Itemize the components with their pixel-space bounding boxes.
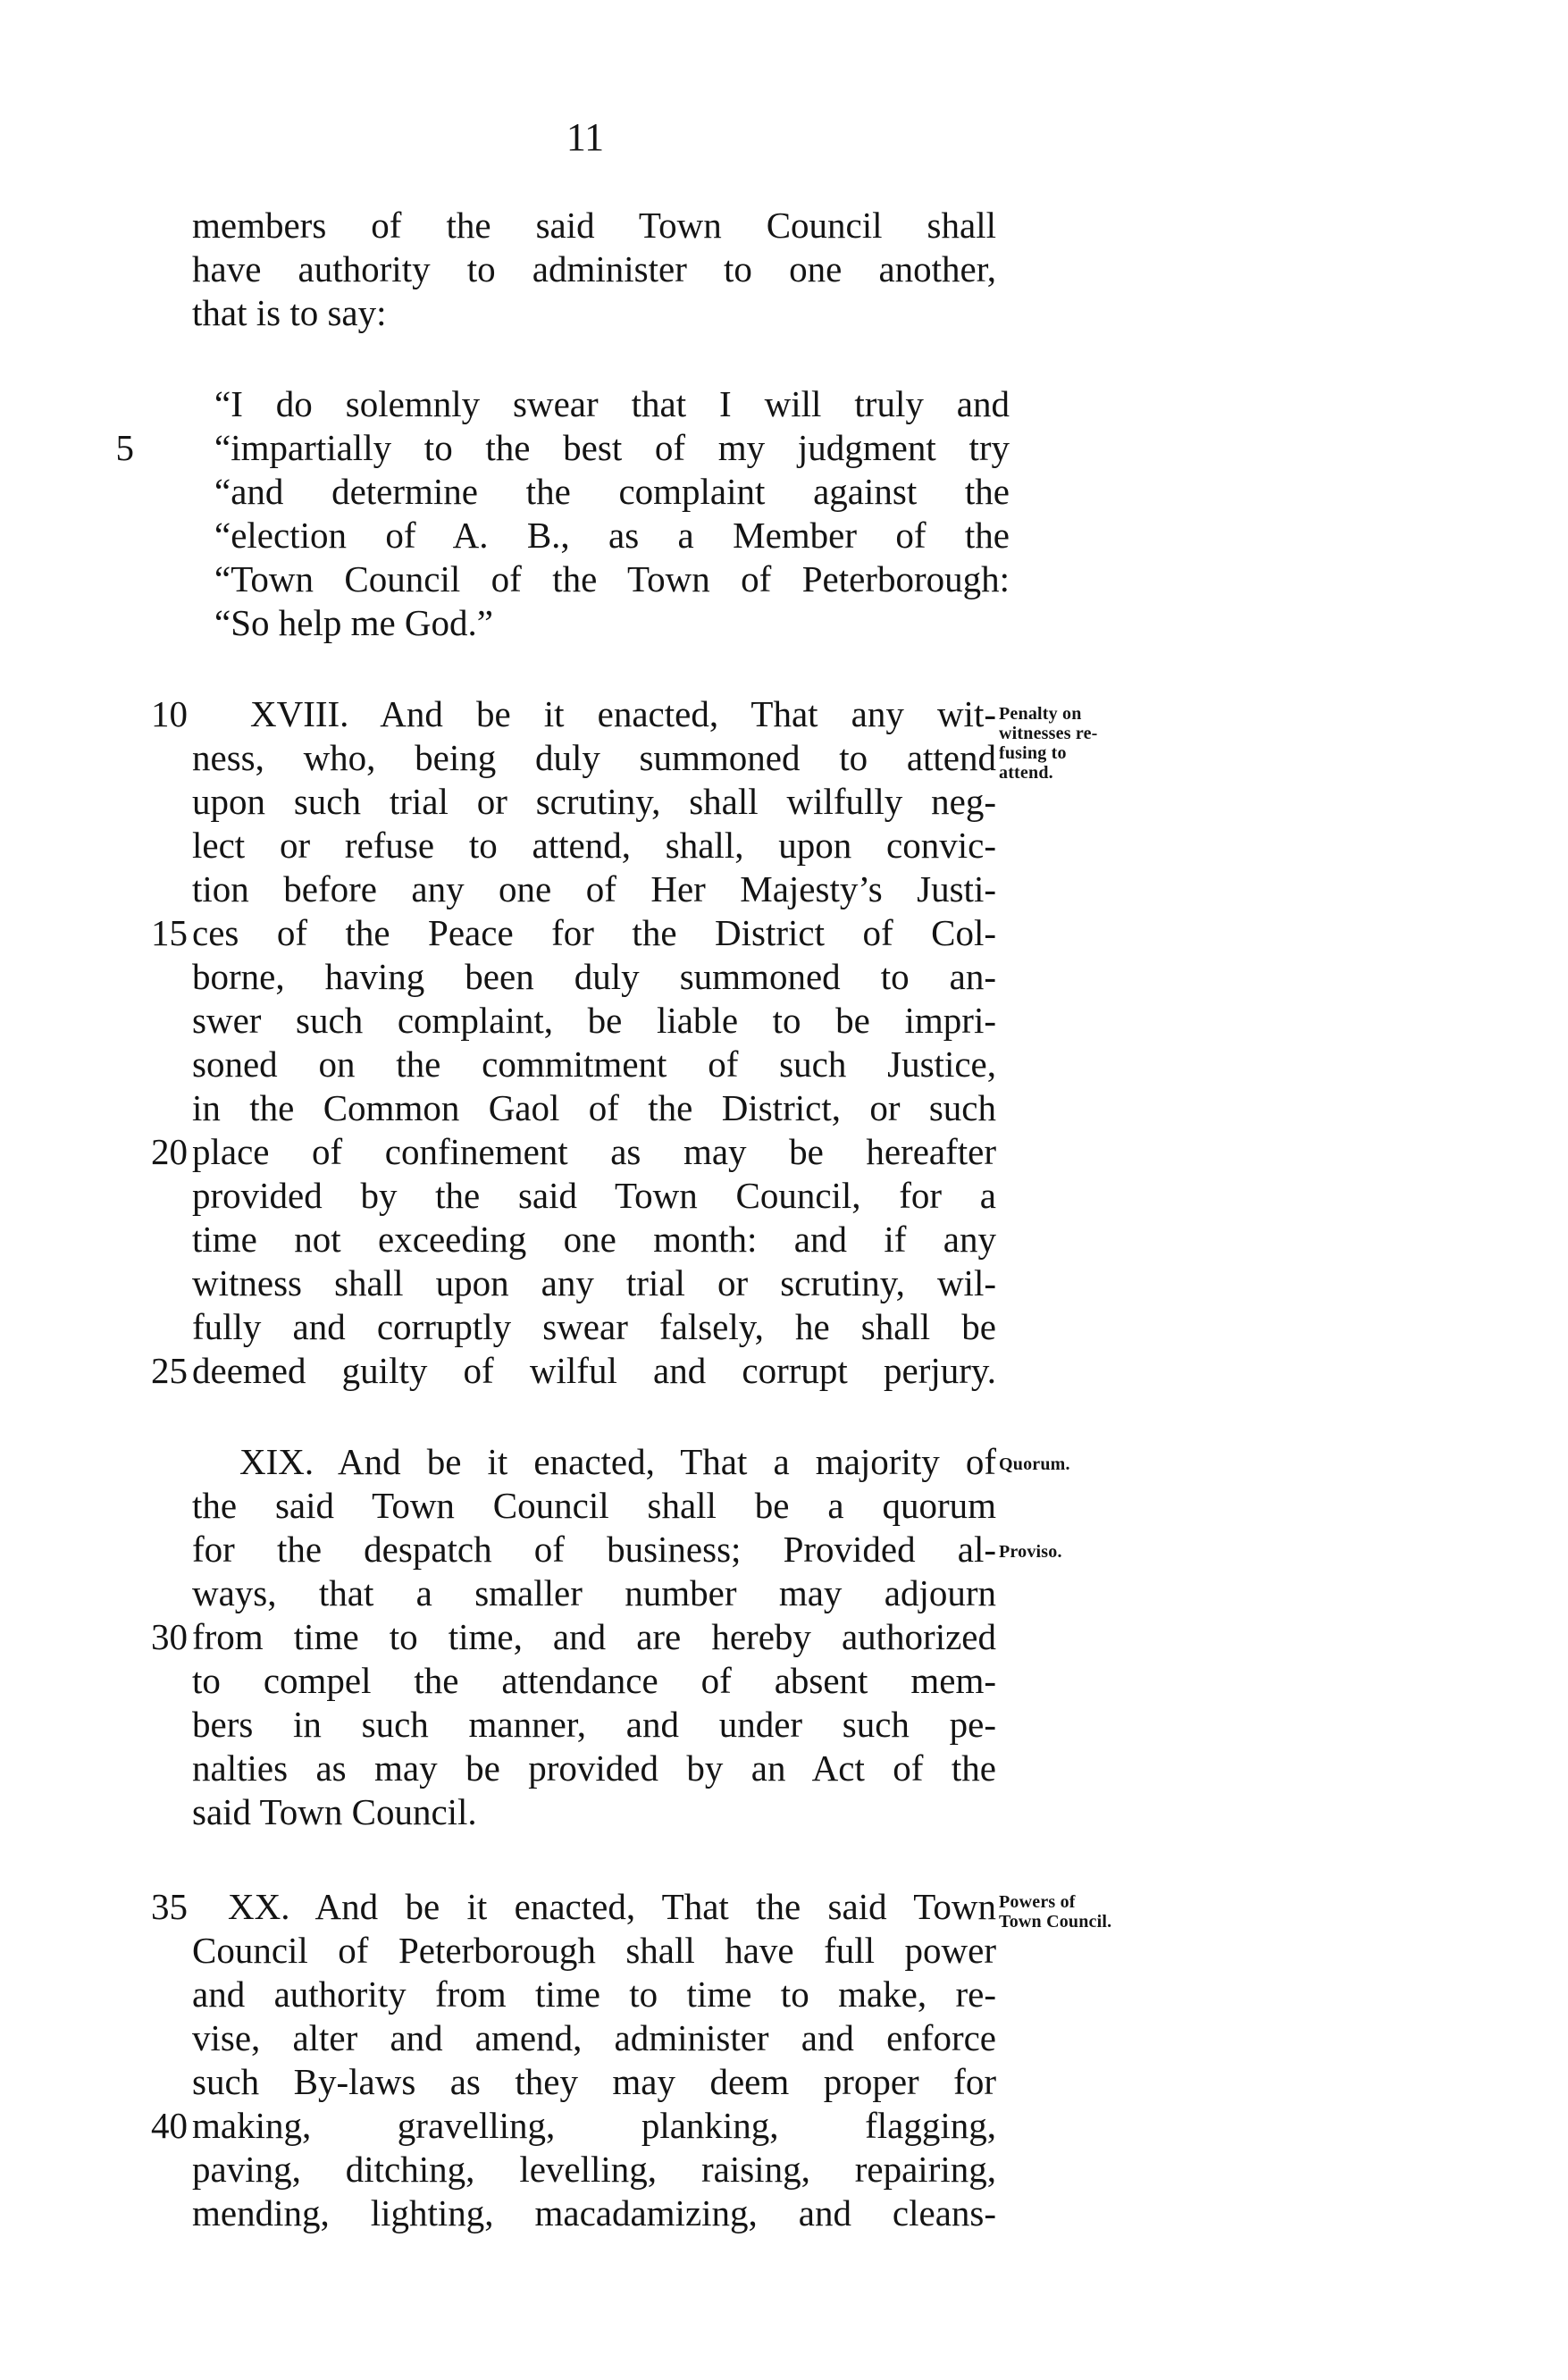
line-number: 35: [151, 1886, 188, 1927]
section-18-line: soned on the commitment of such Justice,: [192, 1043, 996, 1085]
section-18-line: tion before any one of Her Majesty’s Justi-: [192, 868, 996, 909]
section-20-line: such By-laws as they may deem proper for: [192, 2061, 996, 2102]
section-18-line: deemed guilty of wilful and corrupt perjury.: [192, 1350, 996, 1391]
section-20-line: XX. And be it enacted, That the said Town: [228, 1886, 996, 1927]
oath-line: “Town Council of the Town of Peterborough:: [214, 558, 1010, 599]
section-18-line: lect or refuse to attend, shall, upon convic-: [192, 825, 996, 866]
section-19-line: the said Town Council shall be a quorum: [192, 1485, 996, 1526]
section-18-line: XVIII. And be it enacted, That any wit-: [250, 693, 996, 734]
section-19-line: nalties as may be provided by an Act of the: [192, 1747, 996, 1789]
oath-line: “So help me God.”: [214, 602, 493, 643]
section-19-line: said Town Council.: [192, 1791, 477, 1832]
margin-note-penalty: Penalty on witnesses re- fusing to attend.: [999, 704, 1098, 783]
oath-line: “and determine the complaint against the: [214, 471, 1010, 512]
section-20-line: and authority from time to time to make, re-: [192, 1974, 996, 2015]
section-18-line: swer such complaint, be liable to be impri-: [192, 1000, 996, 1041]
text-line: that is to say:: [192, 292, 387, 333]
section-18-line: borne, having been duly summoned to an-: [192, 956, 996, 997]
section-18-line: ces of the Peace for the District of Col-: [192, 912, 996, 953]
line-number: 20: [151, 1131, 188, 1172]
section-19-line: from time to time, and are hereby authorized: [192, 1616, 996, 1657]
section-20-line: mending, lighting, macadamizing, and cleans-: [192, 2192, 996, 2233]
line-number: 40: [151, 2105, 188, 2146]
section-20-line: making, gravelling, planking, flagging,: [192, 2105, 996, 2146]
section-19-line: bers in such manner, and under such pe-: [192, 1704, 996, 1745]
section-19-line: for the despatch of business; Provided al-: [192, 1529, 996, 1570]
section-18-line: witness shall upon any trial or scrutiny, wil-: [192, 1262, 996, 1303]
line-number: 5: [115, 427, 134, 468]
section-18-line: ness, who, being duly summoned to attend: [192, 737, 996, 778]
section-18-line: fully and corruptly swear falsely, he shall be: [192, 1306, 996, 1347]
page-number: 11: [566, 115, 605, 159]
section-18-line: in the Common Gaol of the District, or such: [192, 1087, 996, 1128]
section-18-line: time not exceeding one month: and if any: [192, 1219, 996, 1260]
text-line: members of the said Town Council shall: [192, 205, 996, 246]
section-20-line: paving, ditching, levelling, raising, repairing,: [192, 2149, 996, 2190]
margin-note-quorum: Quorum.: [999, 1454, 1070, 1474]
line-number: 30: [151, 1616, 188, 1657]
margin-note-powers: Powers of Town Council.: [999, 1892, 1112, 1932]
section-18-line: upon such trial or scrutiny, shall wilfully neg-: [192, 781, 996, 822]
oath-line: “I do solemnly swear that I will truly and: [214, 383, 1010, 424]
oath-line: “impartially to the best of my judgment try: [214, 427, 1010, 468]
section-20-line: vise, alter and amend, administer and enforce: [192, 2017, 996, 2058]
margin-note-proviso: Proviso.: [999, 1542, 1062, 1562]
section-18-line: place of confinement as may be hereafter: [192, 1131, 996, 1172]
line-number: 15: [151, 912, 188, 953]
section-19-line: XIX. And be it enacted, That a majority of: [239, 1441, 996, 1482]
line-number: 10: [151, 693, 188, 734]
section-18-line: provided by the said Town Council, for a: [192, 1175, 996, 1216]
line-number: 25: [151, 1350, 188, 1391]
section-19-line: ways, that a smaller number may adjourn: [192, 1572, 996, 1613]
section-19-line: to compel the attendance of absent mem-: [192, 1660, 996, 1701]
text-line: have authority to administer to one another,: [192, 248, 996, 289]
oath-line: “election of A. B., as a Member of the: [214, 515, 1010, 556]
section-20-line: Council of Peterborough shall have full power: [192, 1930, 996, 1971]
